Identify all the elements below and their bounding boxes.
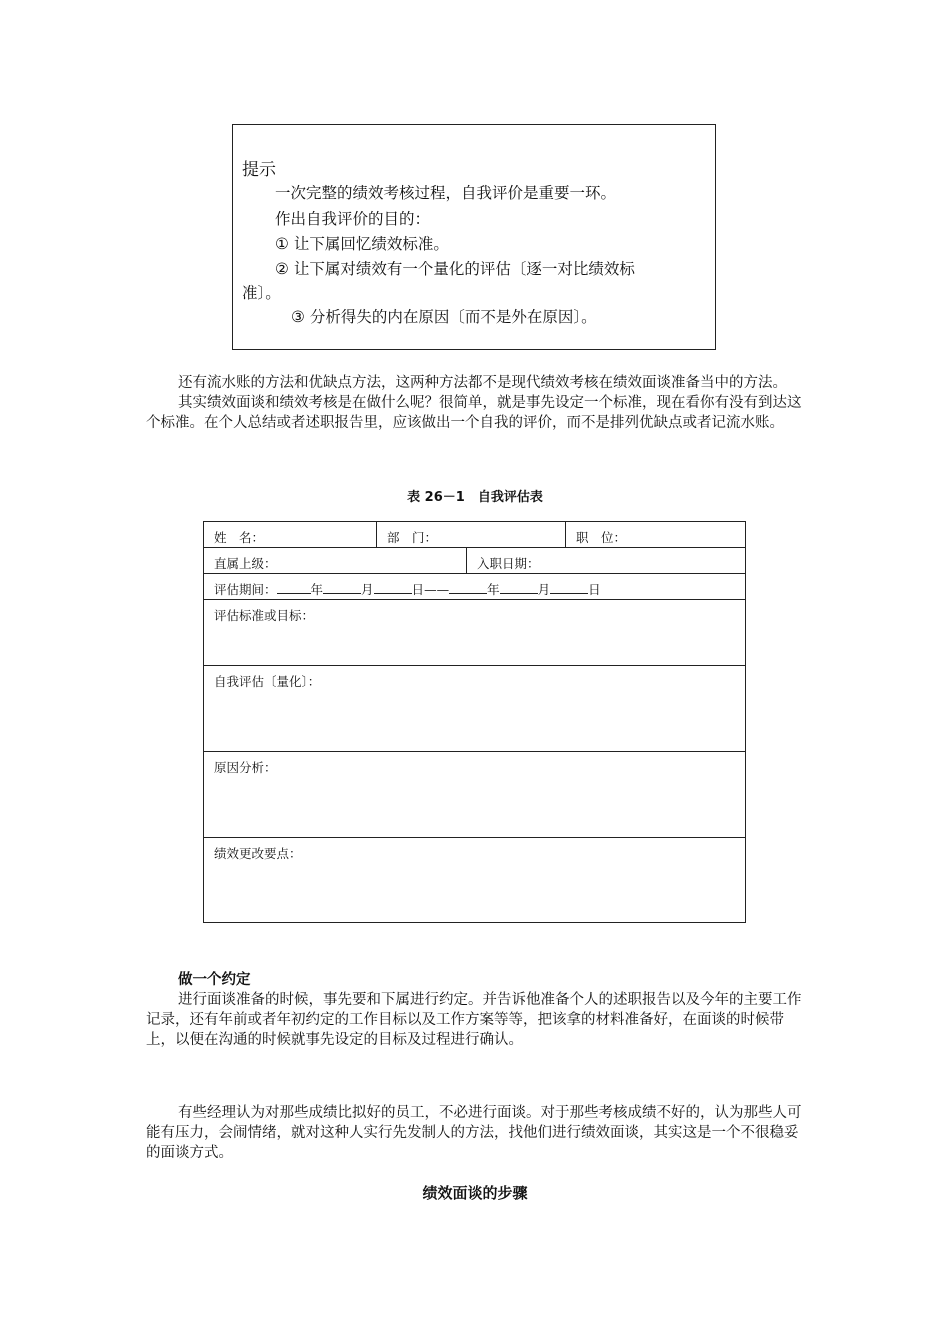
name-cell (204, 522, 376, 547)
department-cell (376, 522, 565, 547)
paragraph: 其实绩效面谈和绩效考核是在做什么呢？很简单，就是事先设定一个标准，现在看你有没有到达这个标准。在个人总结或者述职报告里，应该做出一个自我的评价，而不是排列优缺点或者记流水账。 (146, 395, 802, 431)
form-row-basic-info (204, 522, 745, 548)
end-day-label: 日 (588, 582, 601, 597)
month-blank[interactable] (323, 581, 361, 594)
end-month-label: 月 (537, 582, 551, 597)
name-label: 姓 名： (214, 530, 265, 545)
year-label: 年 (310, 582, 324, 597)
period-label: 评估期间： (214, 582, 277, 597)
tip-line: 一次完整的绩效考核过程，自我评价是重要一环。 (275, 184, 617, 202)
position-label: 职 位： (576, 530, 627, 545)
form-row-improvement (204, 838, 745, 922)
department-label: 部 门： (387, 530, 438, 545)
paragraph: 还有流水账的方法和优缺点方法，这两种方法都不是现代绩效考核在绩效面谈准备当中的方法。 (178, 375, 787, 391)
end-year-label: 年 (487, 582, 500, 597)
join-date-cell (466, 548, 745, 573)
form-row-supervisor (204, 548, 745, 574)
join-date-label: 入职日期： (477, 556, 540, 571)
month-label: 月 (361, 582, 374, 597)
tip-box (232, 124, 716, 350)
day-blank[interactable] (374, 581, 412, 594)
tip-title: 提示 (242, 160, 276, 180)
paragraph: 进行面谈准备的时候，事先要和下属进行约定。并告诉他准备个人的述职报告以及今年的主要工作记录，还有年前或者年初约定的工作目标以及工作方案等等，把该拿的材料准备好，在面谈的时候带上，以便在沟通的时候就事先设定的目标及过程进行确认。 (146, 992, 802, 1048)
day-label: 日 (411, 582, 425, 597)
self-eval-label: 自我评估〔量化〕： (214, 674, 321, 689)
tip-line: ① 让下属回忆绩效标准。 (275, 235, 449, 253)
position-cell (565, 522, 745, 547)
section-heading-steps: 绩效面谈的步骤 (422, 1184, 528, 1202)
tip-line: ③ 分析得失的内在原因〔而不是外在原因〕。 (291, 308, 597, 326)
reason-label: 原因分析： (214, 760, 277, 775)
tip-line: 准〕。 (242, 284, 281, 302)
body-paragraph-interview (146, 1103, 806, 1163)
standard-label: 评估标准或目标： (214, 608, 315, 623)
table-caption: 表 26－1 自我评估表 (407, 490, 543, 505)
evaluation-period (214, 580, 601, 598)
form-row-reason (204, 752, 745, 838)
body-paragraph-appointment (146, 990, 806, 1050)
form-row-self-eval (204, 666, 745, 752)
improvement-label: 绩效更改要点： (214, 846, 302, 861)
body-paragraphs (146, 373, 806, 433)
section-heading-appointment: 做一个约定 (178, 972, 251, 988)
self-evaluation-form (203, 521, 746, 923)
end-year-blank[interactable] (449, 581, 487, 594)
supervisor-cell (204, 548, 466, 573)
end-month-blank[interactable] (500, 581, 538, 594)
year-blank[interactable] (277, 581, 311, 594)
end-day-blank[interactable] (550, 581, 588, 594)
paragraph: 有些经理认为对那些成绩比拟好的员工，不必进行面谈。对于那些考核成绩不好的，认为那些人可能有压力，会闹情绪，就对这种人实行先发制人的方法，找他们进行绩效面谈，其实这是一个不很稳妥的面谈方式。 (146, 1105, 802, 1161)
tip-line: 作出自我评价的目的： (275, 210, 431, 228)
form-row-standard (204, 600, 745, 666)
range-dash: —— (424, 582, 450, 597)
tip-line: ② 让下属对绩效有一个量化的评估〔逐一对比绩效标 (275, 260, 635, 278)
form-row-period (204, 574, 745, 600)
supervisor-label: 直属上级： (214, 556, 277, 571)
